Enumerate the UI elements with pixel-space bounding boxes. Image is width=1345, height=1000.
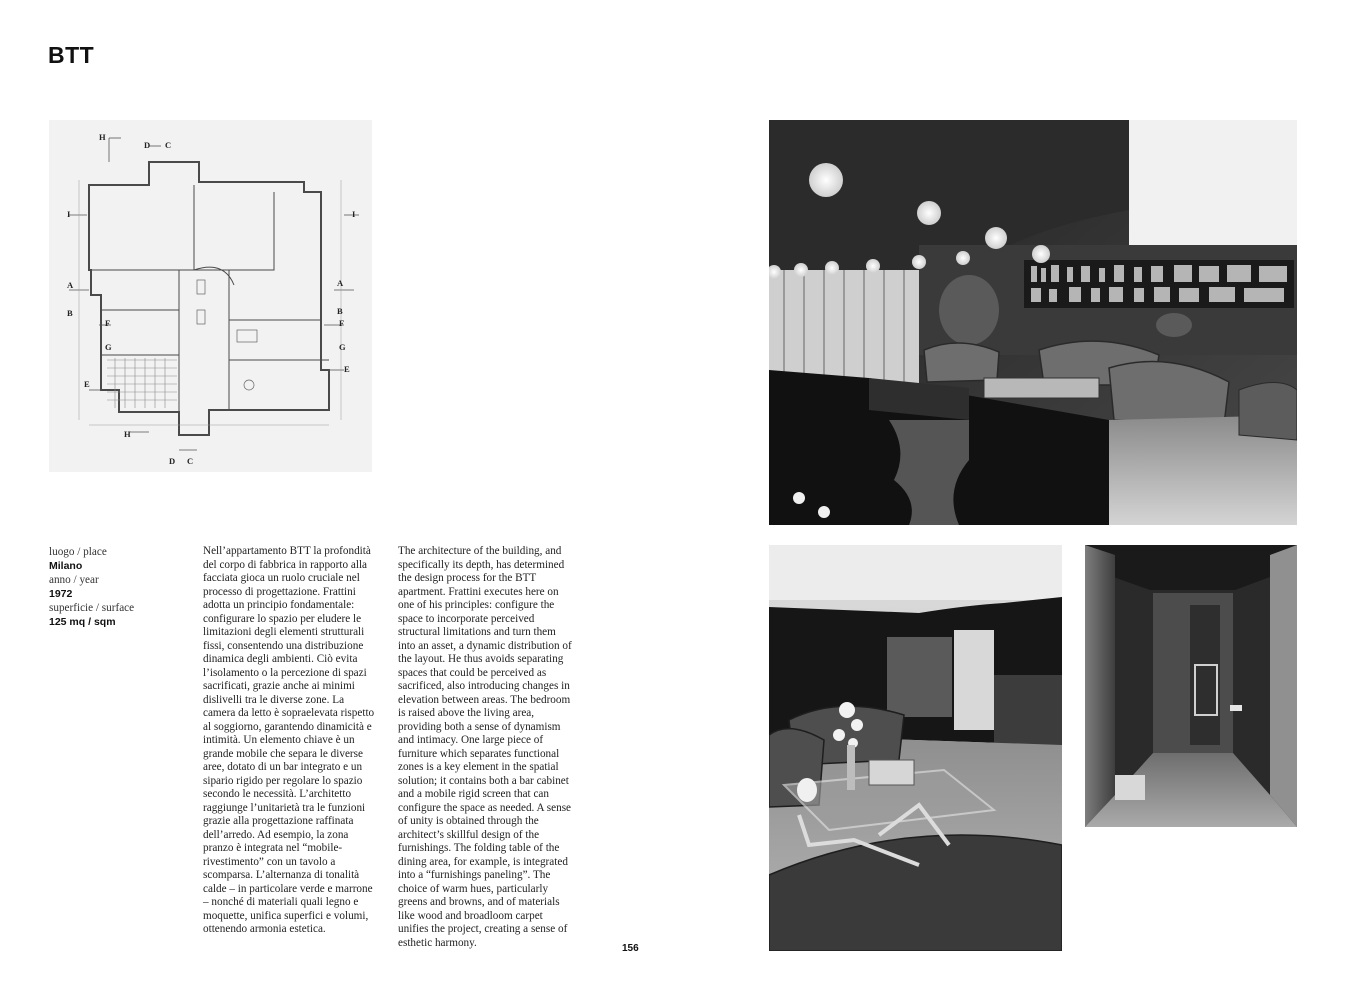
floor-plan-image	[49, 120, 372, 472]
page-number: 156	[622, 943, 639, 954]
page-title: BTT	[48, 42, 95, 68]
plan-label: C	[165, 140, 172, 150]
surface-value: 125 mq / sqm	[49, 616, 116, 628]
project-metadata	[49, 545, 189, 629]
plan-label: A	[67, 280, 74, 290]
corridor-photo	[1085, 545, 1297, 827]
plan-label: C	[187, 456, 194, 466]
english-text-column: The architecture of the building, and specifically its depth, has determined the design process for the BTT apartment. Frattini executes here on one of his principles: configure the space to incorporate perceived structural limitations and turn them into an asset, a dynamic distribution of the layout. He thus avoids separating spaces that could be perceived as sacrificed, also introducing changes in elevation between areas. The bedroom is raised above the living area, providing both a sense of dynamism and intimacy. One large piece of furniture which separates functional zones is a key element in the spatial solution; it contains both a bar cabinet and a mobile rigid screen that can configure the space as needed. A sense of unity is obtained through the architect’s skillful design of the furnishings. The folding table of the dining area, for example, is integrated into a “furnishings paneling”. The choice of warm hues, particularly greens and browns, and of materials like wood and broadloom carpet unifies the project, creating a sense of esthetic harmony.	[398, 545, 572, 949]
plan-label: D	[169, 456, 176, 466]
seating-area-photo	[769, 545, 1062, 951]
plan-label: I	[67, 209, 71, 219]
plan-label: E	[84, 379, 90, 389]
italian-text-column: Nell’appartamento BTT la profondità del corpo di fabbrica in rapporto alla facciata gioca un ruolo cruciale nel processo di progettazione. Frattini adotta un principio fondamentale: configurare lo spazio per eludere le limitazioni degli elementi strutturali fissi, consentendo una distribuzione dinamica degli ambienti. Ciò evita l’isolamento o la percezione di spazi sacrificati, grazie anche ai minimi dislivelli tra le diverse zone. La camera da letto è sopraelevata rispetto al soggiorno, garantendo dinamicità e intimità. Un elemento chiave è un grande mobile che separa le diverse aree, dotato di un bar integrato e un sipario rigido per regolare lo spazio secondo le necessità. L’architetto raggiunge l’unitarietà tra le funzioni grazie alla progettazione raffinata dell’arredo. Ad esempio, la zona pranzo è integrata nel “mobile-rivestimento” con un tavolo a scomparsa. L’alternanza di tonalità calde – in particolare verde e marrone – nonché di materiali quali legno e moquette, unifica superfici e volumi, ottenendo armonia estetica.	[203, 545, 375, 935]
plan-label: F	[339, 318, 345, 328]
plan-label: G	[105, 342, 112, 352]
plan-label: H	[124, 429, 131, 439]
place-value: Milano	[49, 560, 83, 572]
plan-label: A	[337, 278, 344, 288]
plan-label: B	[337, 306, 343, 316]
surface-label: superficie / surface	[49, 602, 135, 614]
place-label: luogo / place	[49, 546, 107, 558]
year-label: anno / year	[49, 574, 99, 586]
plan-label: G	[339, 342, 346, 352]
plan-label: D	[144, 140, 151, 150]
plan-label: H	[99, 132, 106, 142]
plan-label: I	[352, 209, 356, 219]
plan-label: E	[344, 364, 350, 374]
year-value: 1972	[49, 588, 73, 600]
living-room-photo	[769, 120, 1297, 525]
plan-label: F	[105, 318, 111, 328]
plan-label: B	[67, 308, 73, 318]
